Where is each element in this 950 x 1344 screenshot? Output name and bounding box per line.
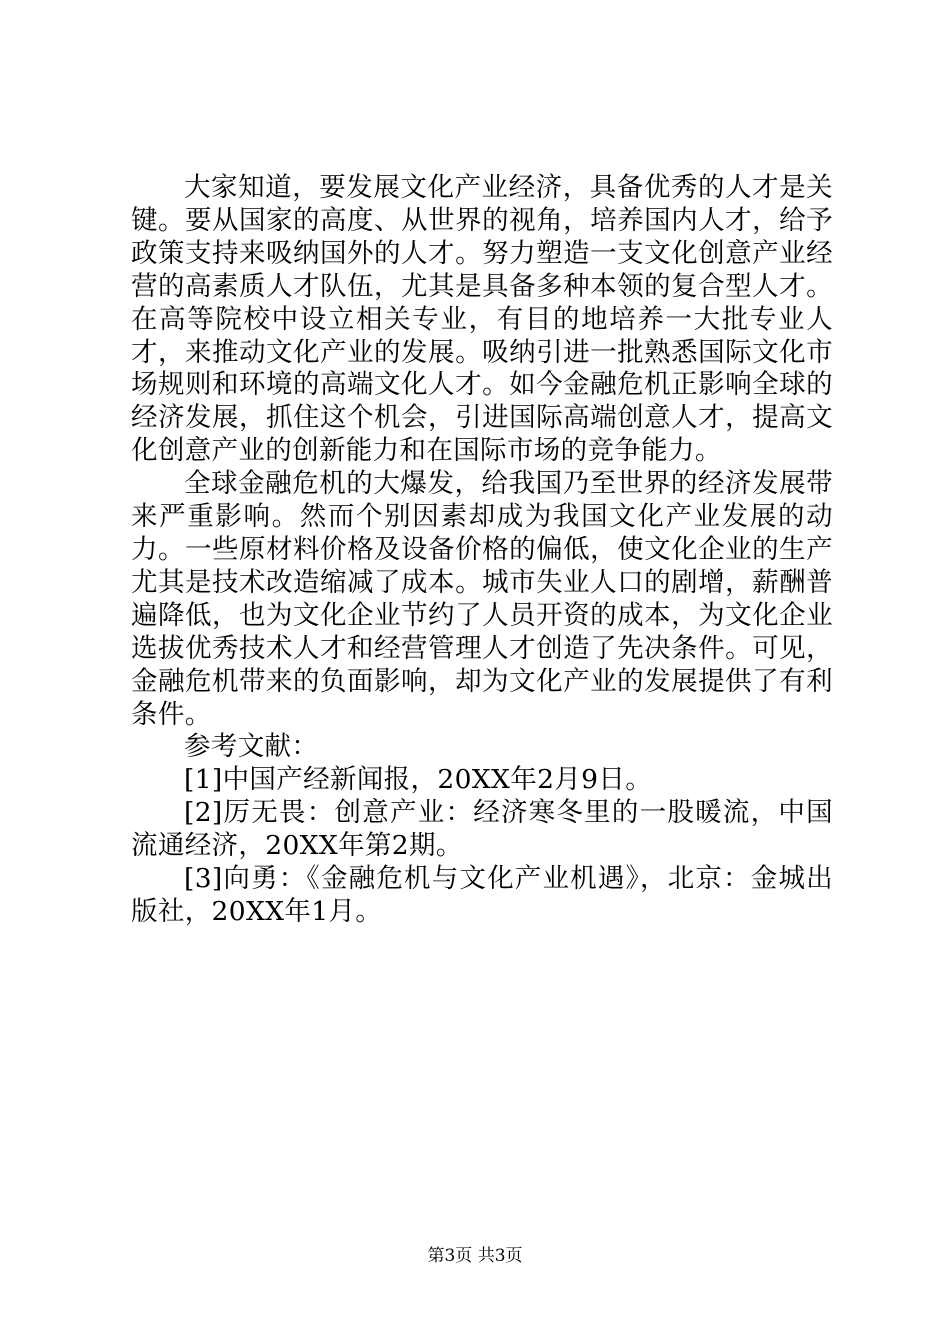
references-heading: 参考文献： xyxy=(184,731,319,763)
reference-item-2: [2]厉无畏：创意产业：经济寒冬里的一股暖流，中国流通经济，20XX年第2期。 xyxy=(131,797,833,862)
page-number-footer: 第3页 共3页 xyxy=(427,1246,523,1266)
reference-item-1: [1]中国产经新闻报，20XX年2月9日。 xyxy=(184,764,653,796)
reference-item-3: [3]向勇：《金融危机与文化产业机遇》，北京：金城出版社，20XX年1月。 xyxy=(131,863,833,927)
body-paragraph-talent: 大家知道，要发展文化产业经济，具备优秀的人才是关键。要从国家的高度、从世界的视角，培养国内人才，给予政策支持来吸纳国外的人才。努力塑造一支文化创意产业经营的高素质人才队伍，尤其是具备多种本领的复合型人才。在高等院校中设立相关专业，有目的地培养一大批专业人才，来推动文化产业的发展。吸纳引进一批熟悉国际文化市场规则和环境的高端文化人才。如今金融危机正影响全球的经济发展，抓住这个机会，引进国际高端创意人才，提高文化创意产业的创新能力和在国际市场的竞争能力。 xyxy=(131,172,833,467)
document-body xyxy=(131,172,833,929)
body-paragraph-financial-crisis: 全球金融危机的大爆发，给我国乃至世界的经济发展带来严重影响。然而个别因素却成为我国文化产业发展的动力。一些原材料价格及设备价格的偏低，使文化企业的生产尤其是技术改造缩减了成本。城市失业人口的剧增，薪酬普遍降低，也为文化企业节约了人员开资的成本，为文化企业选拔优秀技术人才和经营管理人才创造了先决条件。可见，金融危机带来的负面影响，却为文化产业的发展提供了有利条件。 xyxy=(131,468,833,730)
